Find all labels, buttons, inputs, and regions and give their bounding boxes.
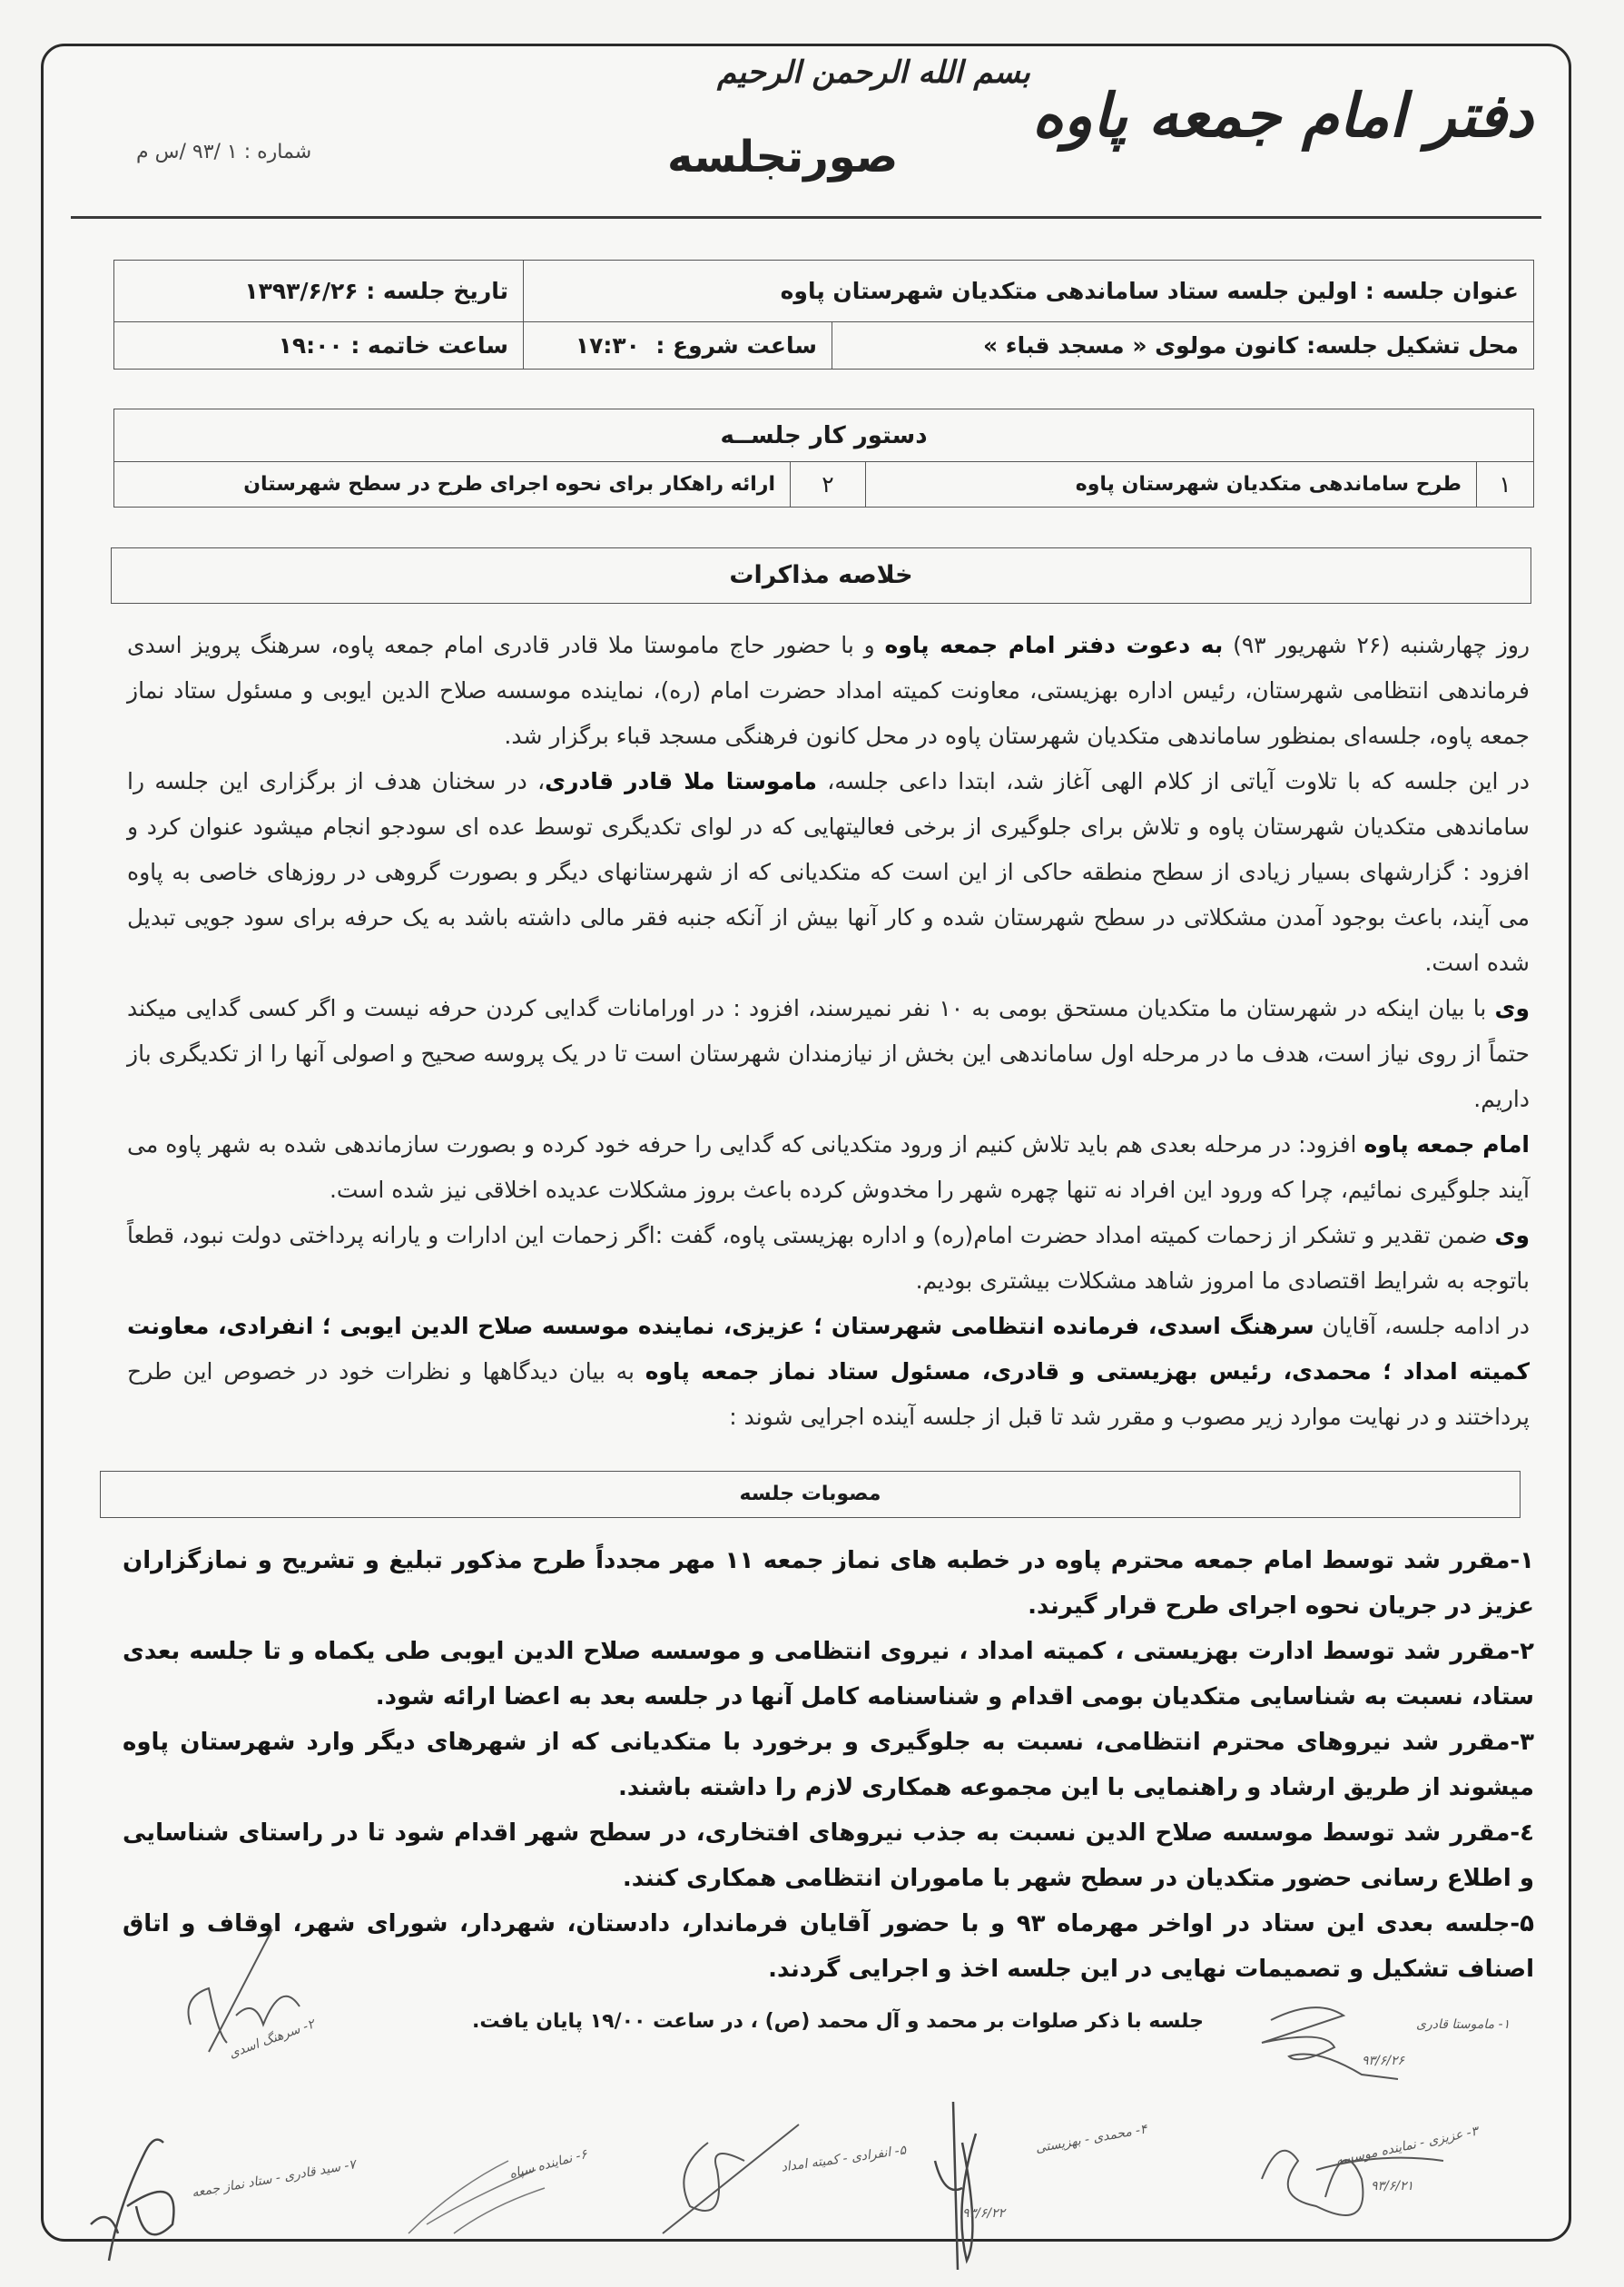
signature-4: [926, 2097, 1035, 2279]
summary-body: [127, 623, 1530, 1440]
text-run: ، در سخنان هدف از برگزاری این جلسه را ساماندهی متکدیان شهرستان پاوه و تلاش برای جلوگیری از برخی فعالیتهایی که در لوای تکدیگری توسط عده ای سودجو انجام میشود عنوان کرد و افزود : گزارشهای بسیار زیادی از سطح منطقه حاکی از این است که متکدیانی که از شهرستانهای دیگر و بصورت گروهی در روزهای خاصی به پاوه می آیند، باعث بوجود آمدن مشکلاتی در سطح شهرستان شده و کار آنها بیش از آنکه جنبه فقر مالی داشته باشد به یک حرفه برای سود جویی تبدیل شده است.: [127, 768, 1530, 976]
text-run: در ادامه جلسه، آقایان: [1314, 1313, 1530, 1339]
meeting-title-value: اولین جلسه ستاد ساماندهی متکدیان شهرستان پاوه: [780, 278, 1358, 304]
text-run: به بیان دیدگاهها و نظرات خود در خصوص این طرح پرداختند و در نهایت موارد زیر مصوب و مقرر شد تا قبل از جلسه آینده اجرایی شوند :: [127, 1358, 1530, 1430]
summary-heading-text: خلاصه مذاکرات: [729, 561, 913, 589]
text-run: ضمن تقدیر و تشکر از زحمات کمیته امداد حضرت امام(ره) و اداره بهزیستی پاوه، گفت :اگر زحمات این ادارات و یارانه پرداختی دولت نبود، قطعاً باتوجه به شرایط اقتصادی ما امروز شاهد مشکلات بیشتری بودیم.: [127, 1222, 1530, 1294]
bold-text-run: ماموستا ملا قادر قادری: [545, 768, 817, 794]
text-run: افزود: در مرحله بعدی هم باید تلاش کنیم از ورود متکدیانی که گدایی را حرفه خود کرده و بصورت سازماندهی شده به شهر پاوه می آیند جلوگیری نمائیم، چرا که ورود این افراد نه تنها چهره شهر را مخدوش کرده باعث بروز مشکلات عدیده اخلاقی نیز شده است.: [127, 1131, 1530, 1203]
meeting-location-cell: [832, 322, 1534, 370]
resolution-item: ۲-مقرر شد توسط ادارت بهزیستی ، کمیته امداد ، نیروی انتظامی و موسسه صلاح الدین ایوبی طی یکماه و تا جلسه بعدی ستاد، نسبت به شناسایی متکدیان بومی اقدام و شناسنامه کامل آنها در جلسه بعد به اعضا ارائه شود.: [123, 1638, 1534, 1710]
resolutions-list: [123, 1538, 1534, 1992]
resolutions-heading: [100, 1471, 1521, 1518]
signature-6: [399, 2134, 581, 2243]
resolution-item: ۱-مقرر شد توسط امام جمعه محترم پاوه در خطبه های نماز جمعه ۱۱ مهر مجدداً طرح مذکور تبلیغ و تشریح و نمازگزاران عزیز در جریان نحوه اجرای طرح قرار گیرند.: [123, 1547, 1534, 1620]
bold-text-run: امام جمعه پاوه: [1363, 1131, 1530, 1158]
signature-2-label: ۲- سرهنگ اسدی: [227, 2016, 317, 2062]
meeting-location-value: کانون مولوی « مسجد قباء »: [982, 332, 1299, 359]
meeting-title-cell: [524, 261, 1534, 322]
meeting-end-cell: [114, 322, 524, 370]
agenda-item-text: طرح ساماندهی متکدیان شهرستان پاوه: [866, 462, 1477, 508]
summary-paragraph: [127, 1213, 1530, 1304]
signature-4-date: ۹۳/۶/۲۲: [962, 2206, 1006, 2221]
agenda-item-number: ۱: [1477, 462, 1534, 508]
resolution-item: ۳-مقرر شد نیروهای محترم انتظامی، نسبت به جلوگیری و برخورد با متکدیانی که از شهرهای دیگر وارد شهرستان پاوه میشوند از طریق ارشاد و راهنمایی با این مجموعه همکاری لازم را داشته باشند.: [123, 1729, 1534, 1801]
signature-5-label: ۵- انفرادی - کمیته امداد: [780, 2143, 908, 2175]
signature-1-date: ۹۳/۶/۲۶: [1362, 2054, 1405, 2068]
agenda-table: [113, 409, 1534, 508]
signature-7-label: ۷- سید قادری - ستاد نماز جمعه: [191, 2157, 358, 2201]
meeting-start-value: ۱۷:۳۰: [575, 332, 640, 359]
signature-1: [1235, 1993, 1416, 2093]
agenda-item-number: ۲: [791, 462, 866, 508]
text-run: و با حضور حاج ماموستا ملا قادر قادری امام جمعه پاوه، سرهنگ پرویز اسدی فرماندهی انتظامی شهرستان، رئیس اداره بهزیستی، معاونت کمیته امداد حضرت امام (ره)، نماینده موسسه صلاح الدین ایوبی و مسئول ستاد نماز جمعه پاوه، جلسه‌ای بمنظور ساماندهی متکدیان شهرستان پاوه در محل کانون فرهنگی مسجد قباء برگزار شد.: [127, 632, 1530, 749]
document-number: شماره : ۱ /۹۳ /س م: [136, 141, 312, 163]
summary-paragraph: [127, 986, 1530, 1122]
signature-1-label: ۱- ماموستا قادری: [1416, 2017, 1511, 2032]
summary-heading: [111, 547, 1531, 604]
agenda-heading: دستور کار جلســه: [114, 409, 1534, 462]
signature-3-date: ۹۳/۶/۲۱: [1371, 2179, 1414, 2193]
text-run: با بیان اینکه در شهرستان ما متکدیان مستحق بومی به ۱۰ نفر نمیرسند، افزود : در اورامانات گدایی کردن حرفه نیست و اگر کسی گدایی میکند حتماً از روی نیاز است، هدف ما در مرحله اول ساماندهی این بخش از نیازمندان شهرستان است تا در یک پروسه صحیح و اصولی آنها را از تکدیگری باز داریم.: [127, 995, 1530, 1112]
bismillah-calligraphy: بسم الله الرحمن الرحیم: [717, 54, 1030, 91]
resolution-item: ۵-جلسه بعدی این ستاد در اواخر مهرماه ۹۳ و با حضور آقایان فرماندار، دادستان، شهردار، شورای شهر، اوقاف و اتاق اصناف تشکیل و تصمیمات نهایی در این جلسه اخذ و اجرایی گردند.: [123, 1910, 1534, 1983]
summary-paragraph: [127, 1304, 1530, 1440]
meeting-end-label: ساعت خاتمه :: [350, 332, 508, 359]
closing-statement: جلسه با ذکر صلوات بر محمد و آل محمد (ص) ، در ساعت ۱۹/۰۰ پایان یافت.: [472, 2010, 1204, 2033]
bold-text-run: به دعوت دفتر امام جمعه پاوه: [884, 632, 1224, 658]
bold-text-run: وی: [1494, 1222, 1530, 1248]
summary-paragraph: [127, 623, 1530, 759]
meeting-title-label: عنوان جلسه :: [1364, 278, 1519, 304]
meeting-start-label: ساعت شروع :: [655, 332, 817, 359]
meeting-start-cell: [524, 322, 832, 370]
office-name: دفتر امام جمعه پاوه: [1032, 80, 1533, 151]
text-run: روز چهارشنبه (۲۶ شهریور ۹۳): [1223, 632, 1530, 658]
agenda-item-text: ارائه راهکار برای نحوه اجرای طرح در سطح شهرستان: [114, 462, 791, 508]
signature-5: [654, 2115, 817, 2243]
meeting-date-value: ۱۳۹۳/۶/۲۶: [244, 278, 359, 304]
document-type: صورتجلسه: [667, 132, 899, 182]
meeting-date-cell: [114, 261, 524, 322]
signature-6-label: ۶- نماینده سپاه: [507, 2146, 589, 2183]
meeting-location-label: محل تشکیل جلسه:: [1306, 332, 1519, 359]
meeting-end-value: ۱۹:۰۰: [278, 332, 343, 359]
summary-paragraph: [127, 759, 1530, 986]
meeting-info-table: [113, 260, 1534, 370]
resolutions-heading-text: مصوبات جلسه: [739, 1483, 881, 1505]
meeting-date-label: تاریخ جلسه :: [366, 278, 508, 304]
resolution-item: ٤-مقرر شد توسط موسسه صلاح الدین نسبت به جذب نیروهای افتخاری، در سطح شهر اقدام شود تا در راستای شناسایی و اطلاع رسانی حضور متکدیان در سطح شهر با ماموران انتظامی همکاری کنند.: [123, 1819, 1534, 1892]
header-divider: [71, 216, 1541, 219]
text-run: در این جلسه که با تلاوت آیاتی از کلام الهی آغاز شد، ابتدا داعی جلسه،: [816, 768, 1530, 794]
summary-paragraph: [127, 1122, 1530, 1213]
bold-text-run: وی: [1494, 995, 1530, 1021]
signature-3-label: ۳- عزیزی - نماینده موسسه: [1334, 2124, 1480, 2169]
signature-4-label: ۴- محمدی - بهزیستی: [1034, 2122, 1148, 2156]
bold-text-run: سرهنگ اسدی، فرمانده انتظامی شهرستان ؛ عزیزی، نماینده موسسه صلاح الدین ایوبی ؛ انفرادی، معاونت کمیته امداد ؛ محمدی، رئیس بهزیستی و قادری، مسئول ستاد نماز جمعه پاوه: [127, 1313, 1530, 1385]
